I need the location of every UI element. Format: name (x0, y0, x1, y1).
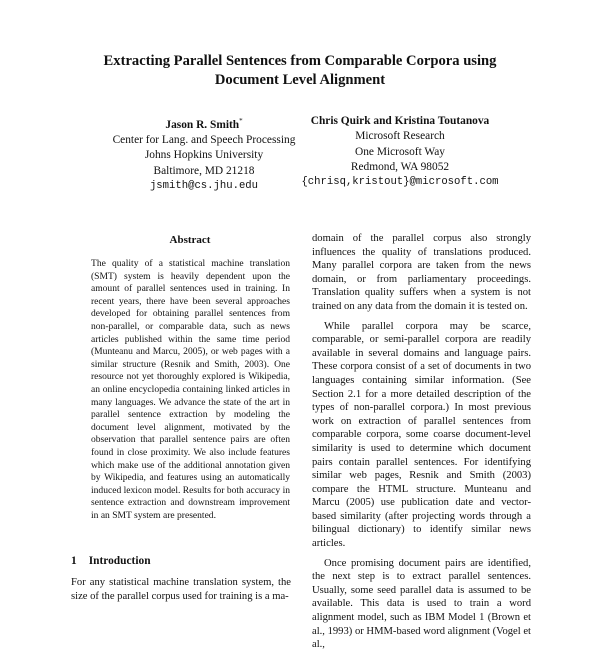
body-paragraph: While parallel corpora may be scarce, comparable, or semi-parallel corpora are readily available in several domains and language pairs. These corpora consist of a set of documents in two languages containing similar information. (See Section 2.1 for a more detailed description of the types of non-parallel corpora.) In most previous work on extraction of parallel sentences from comparable corpora, some coarse document-level similarity is used to determine which document pairs contain parallel sentences. For identifying similar web pages, Resnik and Smith (2003) compare the HTML structure. Munteanu and Marcu (2005) use publication date and vector-based similarity (after projecting words through a bilingual dictionary) to identify similar news articles. (312, 320, 531, 550)
author-address: Baltimore, MD 21218 (153, 164, 255, 177)
right-column (312, 232, 531, 658)
author-affiliation: Microsoft Research (355, 130, 445, 143)
paper-title: Extracting Parallel Sentences from Comparable Corpora using Document Level Alignment (103, 53, 497, 88)
intro-paragraph: For any statistical machine translation system, the size of the parallel corpus used for training is a ma- (71, 577, 291, 602)
section-heading (71, 555, 151, 567)
author-institution: Johns Hopkins University (144, 149, 264, 162)
section-number: 1 (71, 555, 77, 567)
section-title: Introduction (88, 555, 151, 567)
body-paragraph: domain of the parallel corpus also strongly influences the quality of translations produced. Many parallel corpora are taken from the news domain, or from parliamentary proceedings. Translation quality suffers when a system is not trained on any data from the domain it is tested on. (312, 233, 531, 312)
author-name: Jason R. Smith* (165, 117, 243, 131)
author-affiliation: Center for Lang. and Speech Processing (112, 134, 296, 147)
author-address-line2: Redmond, WA 98052 (350, 160, 450, 173)
author-block-right (280, 114, 520, 190)
body-paragraph: Once promising document pairs are identified, the next step is to extract parallel sentences. Usually, some seed parallel data is assumed to be available. This data is used to train a word alignment model, such as IBM Model 1 (Brown et al., 1993) or HMM-based word alignment (Vogel et al., (312, 557, 531, 651)
abstract-body: The quality of a statistical machine translation (SMT) system is heavily dependent upon the amount of parallel sentences used in training. In recent years, there have been several approaches developed for obtaining parallel sentences from non-parallel, or comparable data, such as news articles published within the same time period (Munteanu and Marcu, 2005), or web pages with a similar structure (Resnik and Smith, 2003). One resource not yet thoroughly explored is Wikipedia, an online encyclopedia containing linked articles in many languages. We advance the state of the art in parallel sentence extraction by modeling the document level alignment, motivated by the observation that parallel sentence pairs are often found in close proximity. We also include features which make use of the additional annotation given by Wikipedia, and features using an automatically induced lexicon model. Results for both accuracy in sentence extraction and downstream improvement in an SMT system are presented. (91, 258, 290, 521)
author-footnote-mark: * (239, 117, 243, 125)
author-email: jsmith@cs.jhu.edu (149, 179, 259, 192)
author-address-line1: One Microsoft Way (355, 145, 445, 158)
author-name: Chris Quirk and Kristina Toutanova (310, 115, 490, 127)
author-email: {chrisq,kristout}@microsoft.com (301, 176, 499, 189)
abstract-heading: Abstract (169, 234, 211, 246)
